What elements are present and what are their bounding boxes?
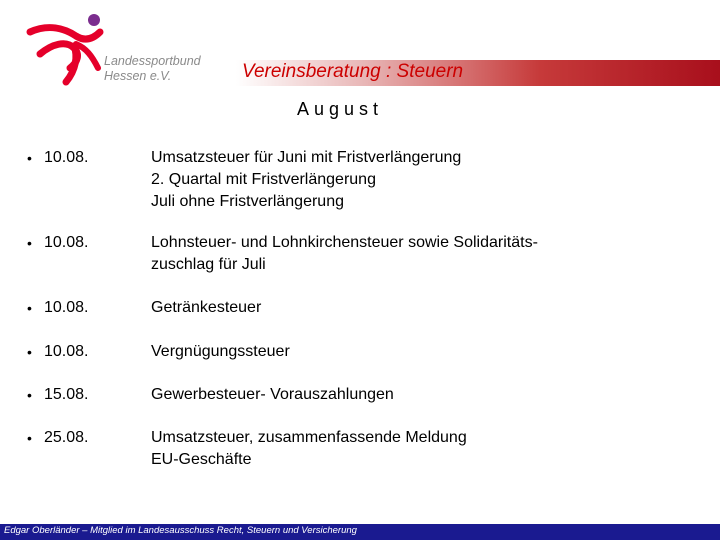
item-date: 10.08. bbox=[44, 149, 89, 166]
logo-text bbox=[104, 54, 201, 84]
item-description bbox=[151, 297, 711, 319]
item-line: Vergnügungssteuer bbox=[151, 343, 290, 360]
item-line: zuschlag für Juli bbox=[151, 256, 266, 273]
bullet: • bbox=[27, 344, 32, 360]
item-date: 10.08. bbox=[44, 234, 89, 251]
footer-text: Edgar Oberländer – Mitglied im Landesausschuss Recht, Steuern und Versicherung bbox=[4, 525, 357, 536]
footer-bar bbox=[0, 524, 720, 540]
item-description bbox=[151, 341, 711, 363]
item-description bbox=[151, 384, 711, 406]
bullet: • bbox=[27, 430, 32, 446]
logo-line-1: Landessportbund bbox=[104, 54, 201, 68]
item-line: 2. Quartal mit Fristverlängerung bbox=[151, 171, 376, 188]
item-date: 10.08. bbox=[44, 299, 89, 316]
item-line: Juli ohne Fristverlängerung bbox=[151, 193, 344, 210]
bullet: • bbox=[27, 300, 32, 316]
item-line: EU-Geschäfte bbox=[151, 451, 252, 468]
item-line: Gewerbesteuer- Vorauszahlungen bbox=[151, 386, 394, 403]
logo-line-2: Hessen e.V. bbox=[104, 69, 172, 83]
item-date: 25.08. bbox=[44, 429, 89, 446]
item-line: Umsatzsteuer, zusammenfassende Meldung bbox=[151, 429, 467, 446]
item-line: Lohnsteuer- und Lohnkirchensteuer sowie Solidaritäts- bbox=[151, 234, 538, 251]
item-description bbox=[151, 232, 711, 276]
item-description bbox=[151, 427, 711, 471]
item-line: Getränkesteuer bbox=[151, 299, 262, 316]
item-date: 15.08. bbox=[44, 386, 89, 403]
bullet: • bbox=[27, 235, 32, 251]
bullet: • bbox=[27, 150, 32, 166]
item-line: Umsatzsteuer für Juni mit Fristverlängerung bbox=[151, 149, 462, 166]
item-description bbox=[151, 147, 711, 213]
month-heading: August bbox=[297, 99, 384, 119]
item-date: 10.08. bbox=[44, 343, 89, 360]
bullet: • bbox=[27, 387, 32, 403]
page-title: Vereinsberatung : Steuern bbox=[242, 61, 464, 82]
